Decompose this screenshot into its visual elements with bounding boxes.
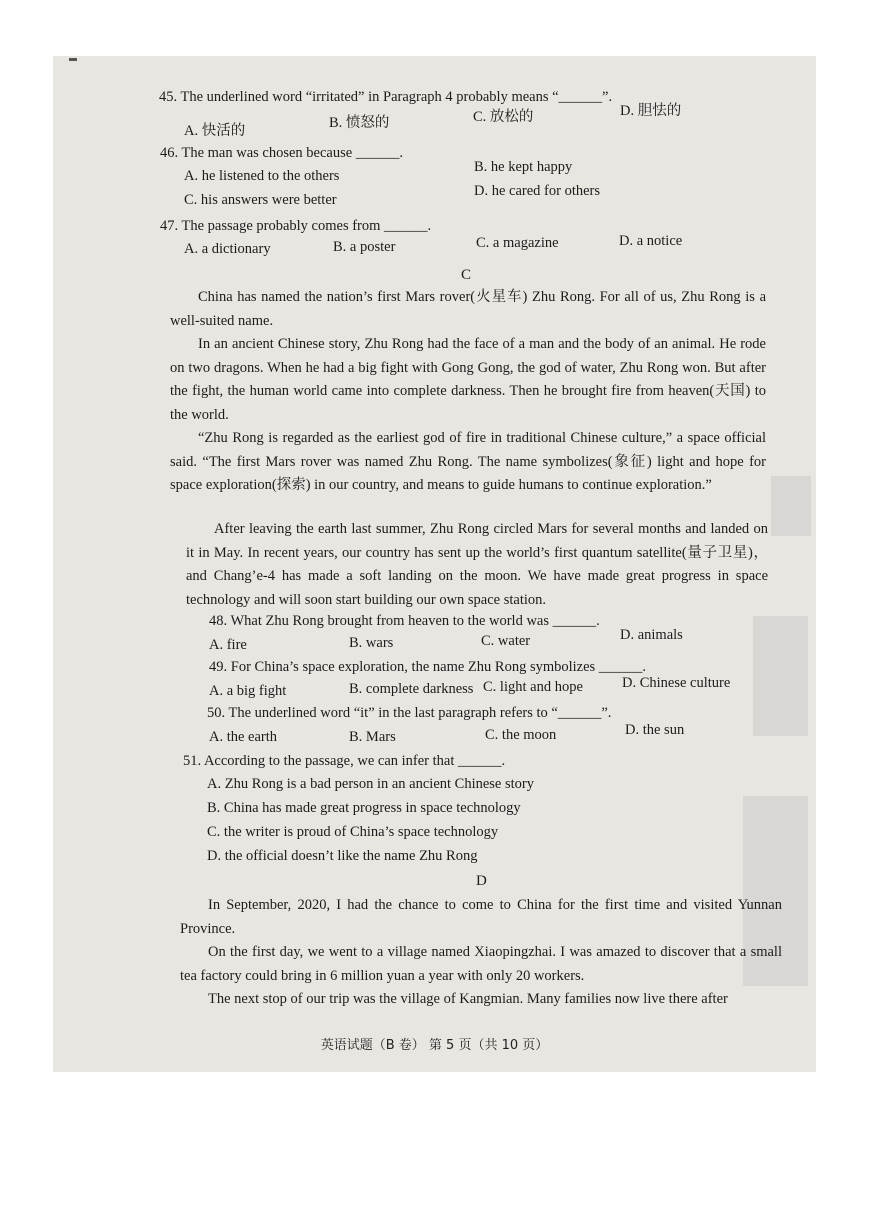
q50-option-b: B. Mars — [349, 729, 396, 745]
q45-option-d: D. 胆怯的 — [620, 103, 682, 119]
q47-option-d: D. a notice — [619, 233, 683, 249]
q51-option-b: B. China has made great progress in space technology — [207, 800, 521, 816]
section-c-paragraph-1: China has named the nation’s first Mars rover(火星车) Zhu Rong. For all of us, Zhu Rong is a well-suited name. — [170, 289, 766, 329]
q45-option-a: A. 快活的 — [184, 123, 246, 139]
q51-option-d: D. the official doesn’t like the name Zhu Rong — [207, 848, 478, 864]
q51-option-c: C. the writer is proud of China’s space technology — [207, 824, 499, 840]
section-d-paragraph-1: In September, 2020, I had the chance to come to China for the first time and visited Yunnan Province. — [180, 897, 782, 937]
section-c-letter: C — [461, 267, 472, 283]
q49-option-b: B. complete darkness — [349, 681, 474, 697]
q48-option-d: D. animals — [620, 627, 683, 643]
q49-option-a: A. a big fight — [209, 683, 287, 699]
q46-option-b: B. he kept happy — [474, 159, 573, 175]
q45-option-b: B. 愤怒的 — [329, 115, 390, 131]
q45-option-c: C. 放松的 — [473, 109, 534, 125]
q46-option-a: A. he listened to the others — [184, 168, 340, 184]
q50-option-a: A. the earth — [209, 729, 278, 745]
question-51: 51. According to the passage, we can infer that ______. — [183, 753, 506, 769]
exam-page — [53, 56, 816, 1072]
section-c-paragraph-3: “Zhu Rong is regarded as the earliest god of fire in traditional Chinese culture,” a space official said. “The first Mars rover was named Zhu Rong. The name symbolizes(象征) light and hope for space exploration(探索) in our country, and means to guide humans to continue exploration.” — [170, 430, 766, 493]
q49-option-c: C. light and hope — [483, 679, 583, 695]
q46-option-d: D. he cared for others — [474, 183, 601, 199]
section-c-paragraph-4: After leaving the earth last summer, Zhu Rong circled Mars for several months and landed on it in May. In recent years, our country has sent up the world’s first quantum satellite(量子卫星)，and Chang’e-4 has made a soft landing on the moon. We have made great progress in space technology and will soon start building our own space station. — [186, 521, 768, 608]
q47-option-c: C. a magazine — [476, 235, 559, 251]
scanned-page — [53, 56, 816, 1072]
q46-option-c: C. his answers were better — [184, 192, 337, 208]
page-footer: 英语试题（B 卷） 第 5 页（共 10 页） — [320, 1038, 549, 1053]
q49-option-d: D. Chinese culture — [622, 675, 731, 691]
q48-option-c: C. water — [481, 633, 531, 649]
section-c-paragraph-2: In an ancient Chinese story, Zhu Rong had the face of a man and the body of an animal. He rode on two dragons. When he had a big fight with Gong Gong, the god of water, Zhu Rong won. But after the fight, the human world came into complete darkness. Then he brought fire from heaven(天国) to the world. — [170, 336, 766, 423]
question-45: 45. The underlined word “irritated” in Paragraph 4 probably means “______”. — [159, 89, 613, 105]
q47-option-b: B. a poster — [333, 239, 396, 255]
question-50: 50. The underlined word “it” in the last paragraph refers to “______”. — [207, 705, 612, 721]
question-48: 48. What Zhu Rong brought from heaven to the world was ______. — [209, 613, 600, 629]
q51-option-a: A. Zhu Rong is a bad person in an ancient Chinese story — [207, 776, 534, 792]
section-d-letter: D — [476, 873, 487, 889]
q47-option-a: A. a dictionary — [184, 241, 271, 257]
section-d-paragraph-3: The next stop of our trip was the village of Kangmian. Many families now live there after — [208, 991, 728, 1007]
q48-option-a: A. fire — [209, 637, 247, 653]
question-46: 46. The man was chosen because ______. — [160, 145, 403, 161]
q48-option-b: B. wars — [349, 635, 394, 651]
question-49: 49. For China’s space exploration, the name Zhu Rong symbolizes ______. — [209, 659, 646, 675]
q50-option-d: D. the sun — [625, 722, 685, 738]
q50-option-c: C. the moon — [485, 727, 557, 743]
section-d-paragraph-2: On the first day, we went to a village named Xiaopingzhai. I was amazed to discover that a small tea factory could bring in 6 million yuan a year with only 20 workers. — [180, 944, 782, 984]
question-47: 47. The passage probably comes from ______. — [160, 218, 432, 234]
